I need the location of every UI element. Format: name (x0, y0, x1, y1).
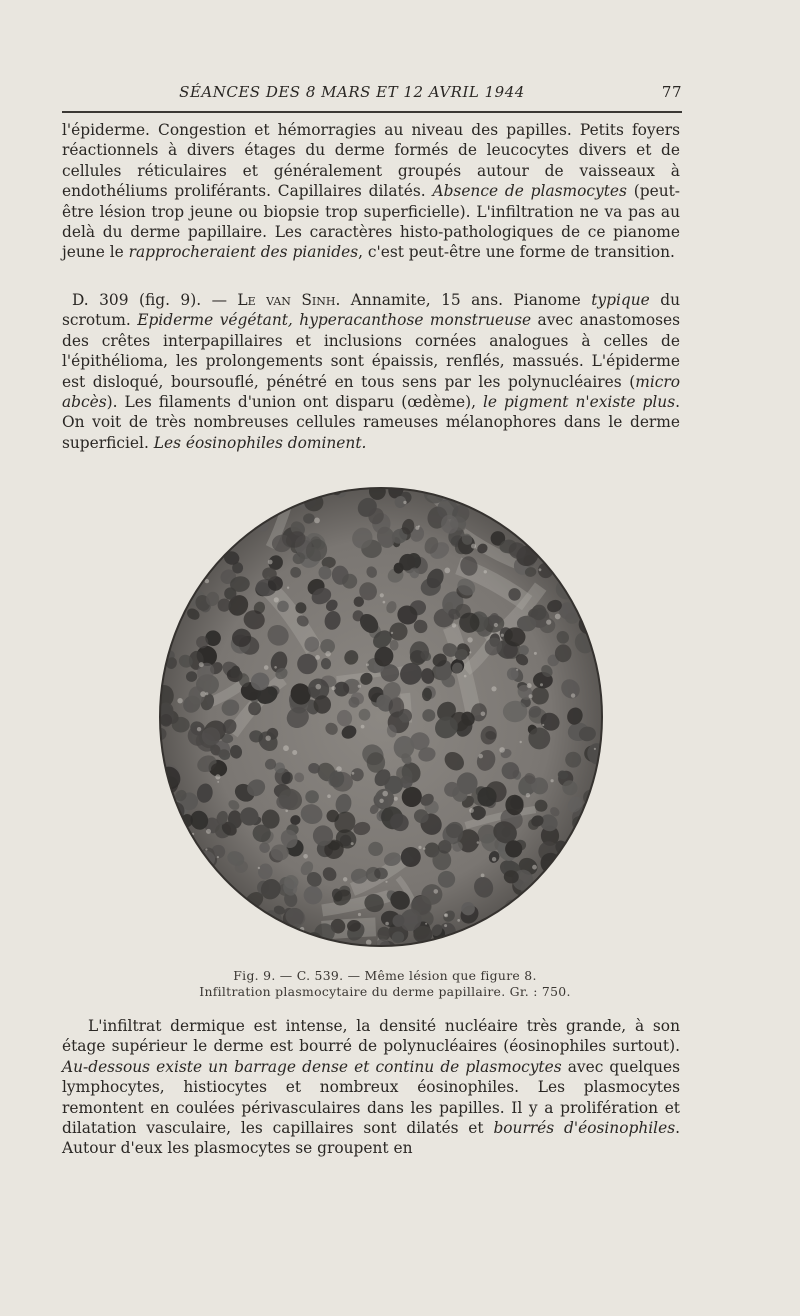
running-title: SÉANCES DES 8 MARS ET 12 AVRIL 1944 (179, 83, 525, 101)
paragraph-1: l'épiderme. Congestion et hémorragies au niveau des papilles. Petits foyers réactionnels à divers étages du derme formés de leucocytes divers et de cellules réticulaires et généralement groupés autour de vaisseaux à endothéliums proliférants. Capillaires dilatés. Absence de plasmocytes (peut-être lésion trop jeune ou biopsie trop superficielle). L'infiltration ne va pas au delà du derme papillaire. Les caractères histo-pathologiques de ce pianome jeune le rapprocheraient des pianides, c'est peut-être une forme de transition. (62, 121, 680, 262)
figure-caption (150, 968, 620, 1000)
micrograph-image (158, 486, 604, 948)
author-name: Le van Sinh (237, 291, 336, 309)
paragraph-2: D. 309 (fig. 9). — Le van Sinh. Annamite, 15 ans. Pianome typique du scrotum. Epiderme végétant, hyperacanthose monstrueuse avec anastomoses des crêtes interpapillaires et inclusions cornées analogues à celles de l'épithélioma, les prolongements sont épaissis, renflés, massués. L'épiderme est disloqué, boursouflé, pénétré en tous sens par les polynucléaires (micro abcès). Les filaments d'union ont disparu (œdème), le pigment n'existe plus. On voit de très nombreuses cellules rameuses mélanophores dans le derme superficiel. Les éosinophiles dominent. (62, 291, 681, 452)
paragraph-3: L'infiltrat dermique est intense, la densité nucléaire très grande, à son étage supérieur le derme est bourré de polynucléaires (éosinophiles surtout). Au-dessous existe un barrage dense et continu de plasmocytes avec quelques lymphocytes, histiocytes et nombreux éosinophiles. Les plasmocytes remontent en coulées périvasculaires dans les papilles. Il y a prolifération et dilatation vasculaire, les capillaires sont dilatés et bourrés d'éosinophiles. Autour d'eux les plasmocytes se groupent en (62, 1017, 680, 1158)
page-number: 77 (661, 83, 682, 101)
header-rule (62, 111, 682, 113)
caption-line-2: Infiltration plasmocytaire du derme papillaire. Gr. : 750. (199, 984, 571, 999)
running-header (62, 83, 682, 101)
caption-line-1: Fig. 9. — C. 539. — Même lésion que figure 8. (233, 968, 537, 983)
micrograph-figure (158, 486, 604, 948)
